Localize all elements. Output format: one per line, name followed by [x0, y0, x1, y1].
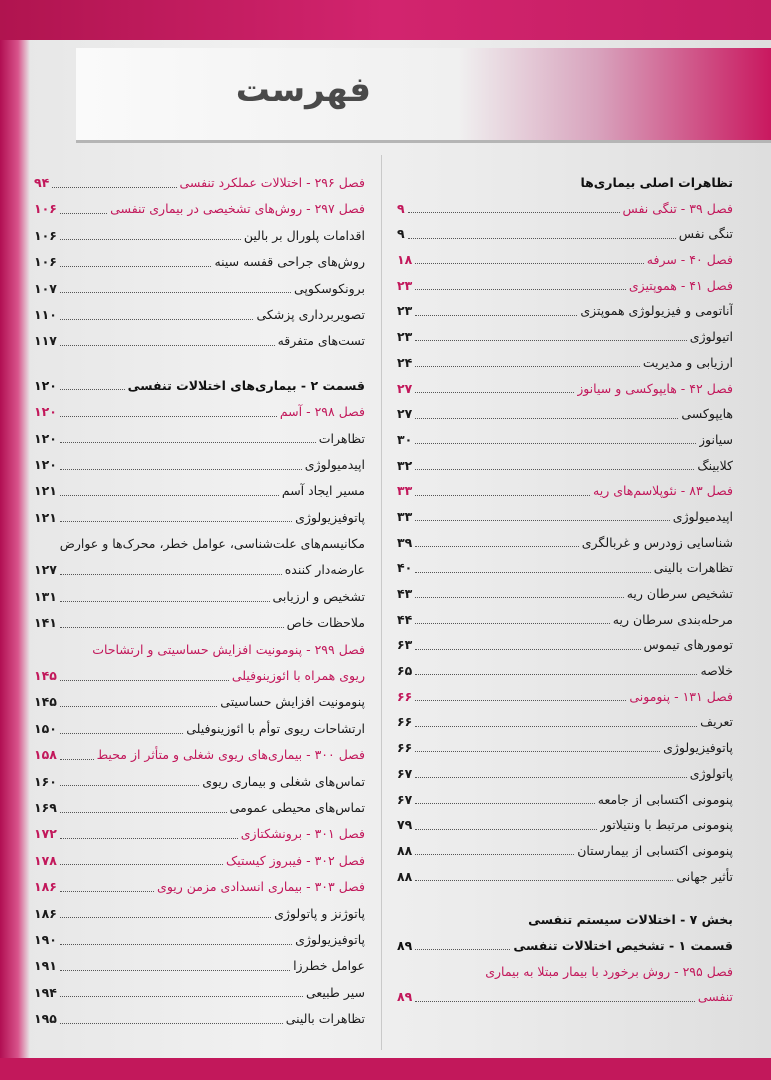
toc-entry — [30, 426, 365, 452]
toc-leader-dots — [52, 187, 176, 188]
toc-page-number: ۸۹ — [397, 937, 413, 953]
toc-page-number: ۱۲۰ — [34, 430, 57, 446]
toc-entry-title: ملاحظات خاص — [286, 615, 365, 631]
toc-entry — [30, 223, 365, 249]
toc-page-number: ۶۶ — [397, 714, 413, 730]
toc-leader-dots — [60, 345, 275, 346]
toc-entry — [393, 812, 733, 838]
toc-page-number: ۱۰۷ — [34, 280, 57, 296]
toc-heading — [393, 907, 733, 933]
toc-leader-dots — [415, 777, 686, 778]
toc-page-number: ۴۳ — [397, 586, 413, 601]
toc-chapter — [30, 874, 365, 900]
toc-entry — [30, 716, 365, 742]
toc-leader-dots — [415, 597, 623, 598]
toc-leader-dots — [60, 266, 212, 267]
toc-leader-dots — [415, 623, 610, 624]
toc-page-number: ۱۷۲ — [34, 826, 57, 842]
toc-entry — [393, 709, 733, 735]
toc-entry-title: اتیولوژی — [689, 329, 733, 345]
toc-entry-title: پنومونیت افزایش حساسیتی — [220, 694, 365, 710]
toc-page-number: ۱۰۶ — [34, 227, 57, 243]
toc-entry-title: قسمت ۲ - بیماری‌های اختلالات تنفسی — [127, 377, 365, 393]
toc-page-number: ۶۵ — [397, 663, 413, 679]
toc-leader-dots — [60, 864, 223, 865]
toc-entry-title: ارزیابی و مدیریت — [642, 354, 733, 370]
toc-entry-title: پاتوفیزیولوژی — [295, 931, 365, 947]
toc-leader-dots — [60, 706, 217, 707]
toc-entry-title: شناسایی زودرس و غربالگری — [581, 534, 733, 550]
toc-entry-title: آناتومی و فیزیولوژی هموپتزی — [580, 303, 733, 319]
toc-entry-title: فصل ۳۰۱ - برونشکتازی — [240, 826, 365, 842]
toc-entry — [393, 581, 733, 607]
toc-entry — [393, 453, 733, 479]
toc-entry-title: فصل ۸۳ - نئوپلاسم‌های ریه — [593, 483, 733, 499]
toc-leader-dots — [415, 1001, 695, 1002]
toc-leader-dots — [415, 572, 650, 573]
toc-entry-title: فصل ۳۰۲ - فیبروز کیستیک — [226, 852, 365, 868]
toc-page-number: ۱۲۱ — [34, 509, 57, 525]
toc-leader-dots — [60, 944, 292, 945]
toc-entry-title: فصل ۴۰ - سرفه — [646, 252, 733, 268]
toc-page-number: ۱۸۶ — [34, 905, 57, 921]
toc-page-number: ۱۹۵ — [34, 1011, 57, 1027]
toc-entry — [30, 980, 365, 1006]
toc-leader-dots — [60, 917, 271, 918]
toc-entry-title: سیانوز — [698, 431, 733, 447]
toc-leader-dots — [60, 891, 154, 892]
toc-entry-title: فصل ۴۲ - هایپوکسی و سیانوز — [577, 380, 733, 396]
toc-leader-dots — [408, 238, 676, 239]
toc-entry — [393, 838, 733, 864]
toc-page-number: ۶۷ — [397, 765, 413, 781]
toc-entry-title: تعریف — [700, 714, 733, 730]
toc-entry-title: فصل ۳۰۳ - بیماری انسدادی مزمن ریوی — [157, 879, 365, 895]
toc-page-number: ۱۲۱ — [34, 483, 57, 499]
toc-leader-dots — [415, 803, 595, 804]
toc-entry-title: تومورهای تیموس — [643, 637, 733, 653]
toc-entry — [30, 927, 365, 953]
toc-leader-dots — [415, 700, 626, 701]
toc-entry-title: تأثیر جهانی — [676, 868, 733, 884]
toc-page-number: ۱۰۶ — [34, 254, 57, 270]
toc-page-number: ۱۶۰ — [34, 773, 57, 789]
toc-entry-title: برونکوسکوپی — [294, 280, 365, 296]
toc-page-number: ۸۸ — [397, 842, 413, 858]
toc-page-number: ۹۴ — [34, 175, 50, 190]
toc-page-number: ۱۹۰ — [34, 931, 57, 947]
toc-entry-title: فصل ۳۹ - تنگی نفس — [622, 200, 733, 216]
toc-entry-title: فصل ۱۳۱ - پنومونی — [629, 688, 733, 704]
toc-page-number: ۱۰۶ — [34, 201, 57, 217]
page-title: فهرست — [235, 70, 371, 110]
toc-entry-title: فصل ۲۹۸ - آسم — [279, 404, 365, 420]
toc-entry — [30, 769, 365, 795]
toc-leader-dots — [60, 213, 107, 214]
toc-leader-dots — [60, 785, 199, 786]
toc-entry — [30, 584, 365, 610]
toc-leader-dots — [60, 416, 277, 417]
toc-entry — [393, 555, 733, 581]
toc-entry — [30, 795, 365, 821]
toc-entry-title: پاتوژنز و پاتولوژی — [274, 905, 365, 921]
toc-entry-title: فصل ۳۰۰ - بیماری‌های ریوی شغلی و متأثر از محیط — [96, 747, 365, 763]
toc-page-number: ۲۷ — [397, 406, 413, 422]
toc-entry — [393, 427, 733, 453]
toc-page-number: ۶۶ — [397, 740, 413, 756]
toc-page-number: ۱۸۶ — [34, 879, 57, 895]
toc-entry — [30, 531, 365, 557]
toc-entry — [393, 221, 733, 247]
toc-entry-title: مسیر ایجاد آسم — [281, 483, 365, 499]
toc-entry-title: فصل ۲۹۷ - روش‌های تشخیصی در بیماری تنفسی — [110, 201, 365, 217]
toc-page-number: ۶۳ — [397, 637, 413, 653]
toc-entry-title: پاتولوژی — [689, 765, 733, 781]
toc-entry-title: ریوی همراه با ائوزینوفیلی — [231, 668, 365, 684]
toc-leader-dots — [60, 601, 270, 602]
toc-entry — [393, 504, 733, 530]
toc-page-number: ۳۹ — [397, 534, 413, 550]
toc-leader-dots — [415, 263, 644, 264]
toc-leader-dots — [415, 854, 574, 855]
toc-page-number: ۱۲۰ — [34, 404, 57, 420]
toc-entry — [30, 478, 365, 504]
toc-leader-dots — [60, 469, 302, 470]
toc-chapter — [30, 821, 365, 847]
toc-leader-dots — [415, 949, 510, 950]
toc-leader-dots — [415, 315, 577, 316]
toc-leader-dots — [415, 418, 678, 419]
toc-leader-dots — [415, 392, 574, 393]
toc-entry — [30, 953, 365, 979]
toc-page-number: ۱۳۱ — [34, 588, 57, 604]
toc-leader-dots — [415, 289, 626, 290]
toc-leader-dots — [60, 521, 292, 522]
page-edge-shade — [0, 40, 30, 1058]
toc-page-number: ۲۷ — [397, 380, 413, 396]
toc-entry-title: سیر طبیعی — [305, 984, 365, 1000]
toc-page-number: ۱۲۷ — [34, 562, 57, 578]
toc-entry — [30, 302, 365, 328]
toc-entry-title: تنفسی — [697, 989, 733, 1005]
toc-gap — [30, 355, 365, 373]
toc-entry-title: خلاصه — [700, 663, 733, 679]
toc-page-number: ۱۱۰ — [34, 306, 57, 322]
toc-entry — [393, 632, 733, 658]
toc-page-number: ۱۸ — [397, 252, 413, 268]
toc-leader-dots — [60, 812, 227, 813]
toc-chapter — [30, 742, 365, 768]
toc-page-number: ۱۴۱ — [34, 615, 57, 631]
toc-page-number: ۱۵۸ — [34, 747, 57, 763]
toc-chapter — [30, 663, 365, 689]
toc-leader-dots — [60, 627, 284, 628]
toc-leader-dots — [60, 838, 238, 839]
toc-entry-title: تشخیص سرطان ریه — [626, 586, 733, 601]
toc-entry-title: مکانیسم‌های علت‌شناسی، عوامل خطر، محرک‌ها و عوارض — [59, 536, 365, 552]
toc-left-column — [30, 170, 365, 1033]
toc-entry — [393, 864, 733, 890]
toc-leader-dots — [415, 726, 697, 727]
toc-page-number: ۸۸ — [397, 868, 413, 884]
toc-entry-title: تماس‌های محیطی عمومی — [229, 799, 365, 815]
toc-page-number: ۲۴ — [397, 354, 413, 370]
toc-leader-dots — [60, 680, 229, 681]
toc-gap — [393, 889, 733, 907]
toc-page-number: ۴۰ — [397, 560, 413, 576]
toc-page-number: ۱۵۰ — [34, 720, 57, 736]
toc-entry-title: ارتشاحات ریوی توأم با ائوزینوفیلی — [186, 720, 365, 736]
toc-entry-title: عوامل خطرزا — [293, 958, 365, 974]
toc-entry-title: قسمت ۱ - تشخیص اختلالات تنفسی — [513, 937, 733, 953]
toc-chapter — [393, 684, 733, 710]
toc-chapter — [393, 247, 733, 273]
toc-entry-title: تصویربرداری پزشکی — [256, 306, 365, 322]
toc-entry — [393, 401, 733, 427]
toc-right-column — [393, 170, 733, 1010]
toc-leader-dots — [60, 442, 316, 443]
toc-entry-title: پاتوفیزیولوژی — [663, 740, 733, 756]
toc-page-number: ۲۳ — [397, 277, 413, 293]
toc-chapter — [393, 273, 733, 299]
toc-leader-dots — [60, 574, 282, 575]
toc-page-number: ۹ — [397, 200, 405, 216]
toc-entry-title: فصل ۴۱ - هموپتیزی — [628, 277, 733, 293]
toc-chapter — [393, 376, 733, 402]
toc-leader-dots — [415, 443, 696, 444]
toc-entry-title: فصل ۲۹۵ - روش برخورد با بیمار مبتلا به بیماری — [485, 963, 733, 979]
toc-entry — [30, 1006, 365, 1032]
toc-entry-title: فصل ۲۹۹ - پنومونیت افزایش حساسیتی و ارتشاحات — [92, 641, 365, 657]
toc-entry-title: تماس‌های شغلی و بیماری ریوی — [202, 773, 365, 789]
toc-leader-dots — [415, 751, 660, 752]
toc-page-number: ۱۱۷ — [34, 333, 57, 349]
toc-chapter — [30, 848, 365, 874]
toc-page-number: ۷۹ — [397, 817, 413, 833]
toc-chapter — [393, 959, 733, 985]
toc-leader-dots — [60, 495, 279, 496]
toc-leader-dots — [60, 996, 303, 997]
toc-leader-dots — [408, 212, 620, 213]
toc-entry — [393, 607, 733, 633]
toc-page-number: ۳۰ — [397, 431, 413, 447]
toc-entry-title: تنگی نفس — [678, 226, 733, 242]
toc-entry — [30, 505, 365, 531]
toc-entry-title: پاتوفیزیولوژی — [295, 509, 365, 525]
toc-leader-dots — [60, 970, 290, 971]
header-rule — [76, 140, 771, 143]
toc-heading — [393, 170, 733, 196]
toc-entry — [393, 658, 733, 684]
toc-page-number: ۶۷ — [397, 791, 413, 807]
toc-entry-title: پنومونی مرتبط با ونتیلاتور — [599, 817, 733, 833]
toc-leader-dots — [415, 880, 673, 881]
toc-entry-title: اپیدمیولوژی — [672, 508, 733, 524]
toc-section — [393, 933, 733, 959]
toc-entry-title: مرحله‌بندی سرطان ریه — [612, 611, 733, 627]
toc-leader-dots — [415, 674, 697, 675]
toc-page-number: ۱۷۸ — [34, 852, 57, 868]
toc-entry — [30, 328, 365, 354]
toc-entry — [393, 530, 733, 556]
toc-page-number: ۴۴ — [397, 611, 413, 627]
toc-entry-title: تظاهرات — [318, 430, 365, 446]
toc-page-number: ۱۲۰ — [34, 456, 57, 472]
toc-entry-title: اپیدمیولوژی — [304, 456, 365, 472]
toc-entry — [393, 324, 733, 350]
toc-entry — [30, 249, 365, 275]
toc-leader-dots — [415, 829, 597, 830]
toc-leader-dots — [60, 239, 241, 240]
toc-leader-dots — [415, 649, 640, 650]
toc-leader-dots — [415, 546, 578, 547]
toc-leader-dots — [415, 469, 694, 470]
toc-page-number: ۱۲۰ — [34, 377, 57, 393]
toc-entry-title: روش‌های جراحی قفسه سینه — [214, 254, 365, 270]
toc-entry-title: پنومونی اکتسابی از جامعه — [597, 791, 733, 807]
toc-page-number: ۶۶ — [397, 688, 413, 704]
toc-leader-dots — [60, 319, 254, 320]
toc-section — [30, 373, 365, 399]
toc-chapter — [393, 984, 733, 1010]
toc-chapter — [30, 637, 365, 663]
toc-leader-dots — [415, 495, 590, 496]
toc-leader-dots — [415, 366, 640, 367]
toc-entry-title: کلابینگ — [697, 457, 733, 473]
toc-leader-dots — [415, 520, 669, 521]
toc-entry — [393, 761, 733, 787]
toc-chapter — [393, 196, 733, 222]
toc-entry-title: تظاهرات بالینی — [285, 1011, 365, 1027]
toc-entry — [30, 452, 365, 478]
toc-page-number: ۲۳ — [397, 303, 413, 319]
toc-entry-title: هایپوکسی — [681, 406, 733, 422]
toc-entry-title: تشخیص و ارزیابی — [272, 588, 365, 604]
toc-entry-title: فصل ۲۹۶ - اختلالات عملکرد تنفسی — [179, 175, 365, 190]
toc-page-number: ۱۹۴ — [34, 984, 57, 1000]
toc-entry-title: تظاهرات اصلی بیماری‌ها — [580, 175, 733, 190]
toc-leader-dots — [60, 389, 125, 390]
toc-leader-dots — [415, 340, 686, 341]
toc-entry — [393, 735, 733, 761]
toc-page-number: ۱۶۹ — [34, 799, 57, 815]
toc-leader-dots — [60, 292, 291, 293]
toc-entry — [30, 901, 365, 927]
toc-leader-dots — [60, 1023, 283, 1024]
toc-page-number: ۱۹۱ — [34, 958, 57, 974]
toc-page-number: ۳۲ — [397, 457, 413, 473]
toc-chapter — [30, 196, 365, 222]
toc-entry — [30, 557, 365, 583]
toc-entry — [393, 298, 733, 324]
toc-page-number: ۲۳ — [397, 329, 413, 345]
toc-entry-title: اقدامات پلورال بر بالین — [243, 227, 365, 243]
toc-entry-title: پنومونی اکتسابی از بیمارستان — [577, 842, 733, 858]
toc-page-number: ۱۴۵ — [34, 668, 57, 684]
toc-chapter — [30, 170, 365, 196]
toc-entry — [30, 276, 365, 302]
toc-entry — [30, 689, 365, 715]
toc-entry — [393, 787, 733, 813]
toc-entry-title: تظاهرات بالینی — [653, 560, 733, 576]
toc-page-number: ۳۳ — [397, 483, 413, 499]
toc-entry-title: تست‌های متفرقه — [277, 333, 365, 349]
toc-entry — [30, 610, 365, 636]
toc-entry — [393, 350, 733, 376]
toc-page-number: ۳۳ — [397, 508, 413, 524]
toc-chapter — [30, 399, 365, 425]
toc-leader-dots — [60, 759, 94, 760]
toc-entry-title: بخش ۷ - اختلالات سیستم تنفسی — [528, 912, 733, 928]
toc-page-number: ۸۹ — [397, 989, 413, 1005]
toc-page-number: ۹ — [397, 226, 405, 242]
toc-leader-dots — [60, 733, 183, 734]
bottom-band — [0, 1058, 771, 1080]
toc-entry-title: عارضه‌دار کننده — [284, 562, 365, 578]
column-divider — [381, 155, 382, 1050]
toc-page-number: ۱۴۵ — [34, 694, 57, 710]
toc-chapter — [393, 478, 733, 504]
